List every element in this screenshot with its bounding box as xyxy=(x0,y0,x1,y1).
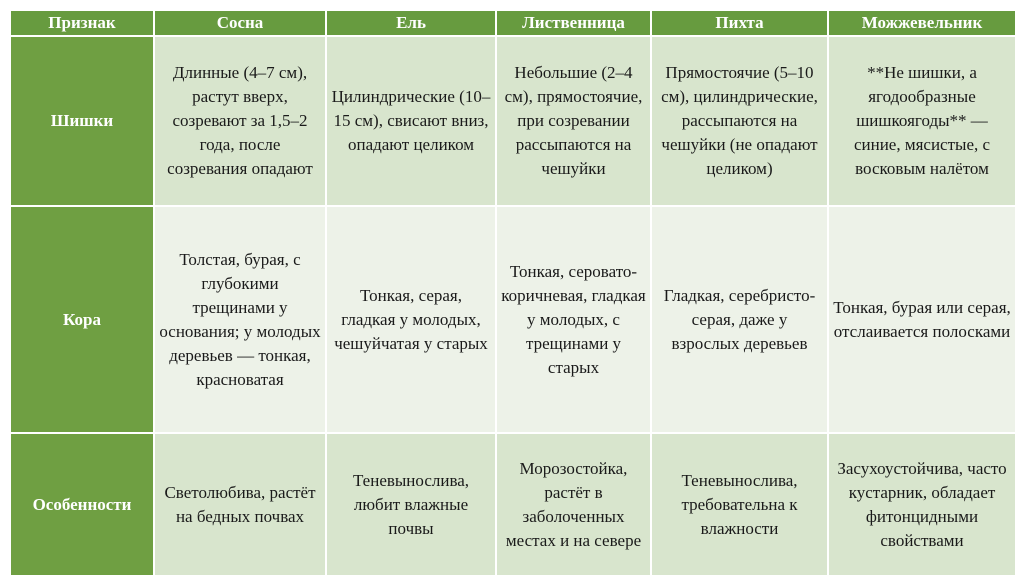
cell-cones-larch: Небольшие (2–4 см), прямостоячие, при созревании рассыпаются на чешуйки xyxy=(497,37,650,205)
cell-cones-spruce: Цилиндрические (10–15 см), свисают вниз, опадают целиком xyxy=(327,37,495,205)
cell-features-juniper: Засухоустойчива, часто кустарник, обладает фитонцидными свойствами xyxy=(829,434,1015,575)
row-label-features: Особенности xyxy=(11,434,153,575)
row-bark xyxy=(11,207,1015,432)
cell-cones-fir: Прямостоячие (5–10 см), цилиндрические, рассыпаются на чешуйки (не опадают целиком) xyxy=(652,37,827,205)
row-features xyxy=(11,434,1015,575)
header-row xyxy=(11,11,1015,35)
cell-features-larch: Морозостойка, растёт в заболоченных местах и на севере xyxy=(497,434,650,575)
cell-features-pine: Светолюбива, растёт на бедных почвах xyxy=(155,434,325,575)
cell-bark-fir: Гладкая, серебристо-серая, даже у взрослых деревьев xyxy=(652,207,827,432)
cell-bark-spruce: Тонкая, серая, гладкая у молодых, чешуйчатая у старых xyxy=(327,207,495,432)
row-cones xyxy=(11,37,1015,205)
cell-cones-juniper: **Не шишки, а ягодообразные шишкоягоды** — синие, мясистые, с восковым налётом xyxy=(829,37,1015,205)
cell-cones-pine: Длинные (4–7 см), растут вверх, созревают за 1,5–2 года, после созревания опадают xyxy=(155,37,325,205)
header-larch: Лиственница xyxy=(497,11,650,35)
comparison-table xyxy=(9,9,1017,577)
cell-features-fir: Теневынослива, требовательна к влажности xyxy=(652,434,827,575)
header-pine: Сосна xyxy=(155,11,325,35)
header-spruce: Ель xyxy=(327,11,495,35)
header-juniper: Можжевельник xyxy=(829,11,1015,35)
cell-bark-pine: Толстая, бурая, с глубокими трещинами у основания; у молодых деревьев — тонкая, красноватая xyxy=(155,207,325,432)
row-label-bark: Кора xyxy=(11,207,153,432)
header-fir: Пихта xyxy=(652,11,827,35)
cell-features-spruce: Теневынослива, любит влажные почвы xyxy=(327,434,495,575)
cell-bark-larch: Тонкая, серовато-коричневая, гладкая у молодых, с трещинами у старых xyxy=(497,207,650,432)
row-label-cones: Шишки xyxy=(11,37,153,205)
header-feature: Признак xyxy=(11,11,153,35)
cell-bark-juniper: Тонкая, бурая или серая, отслаивается полосками xyxy=(829,207,1015,432)
